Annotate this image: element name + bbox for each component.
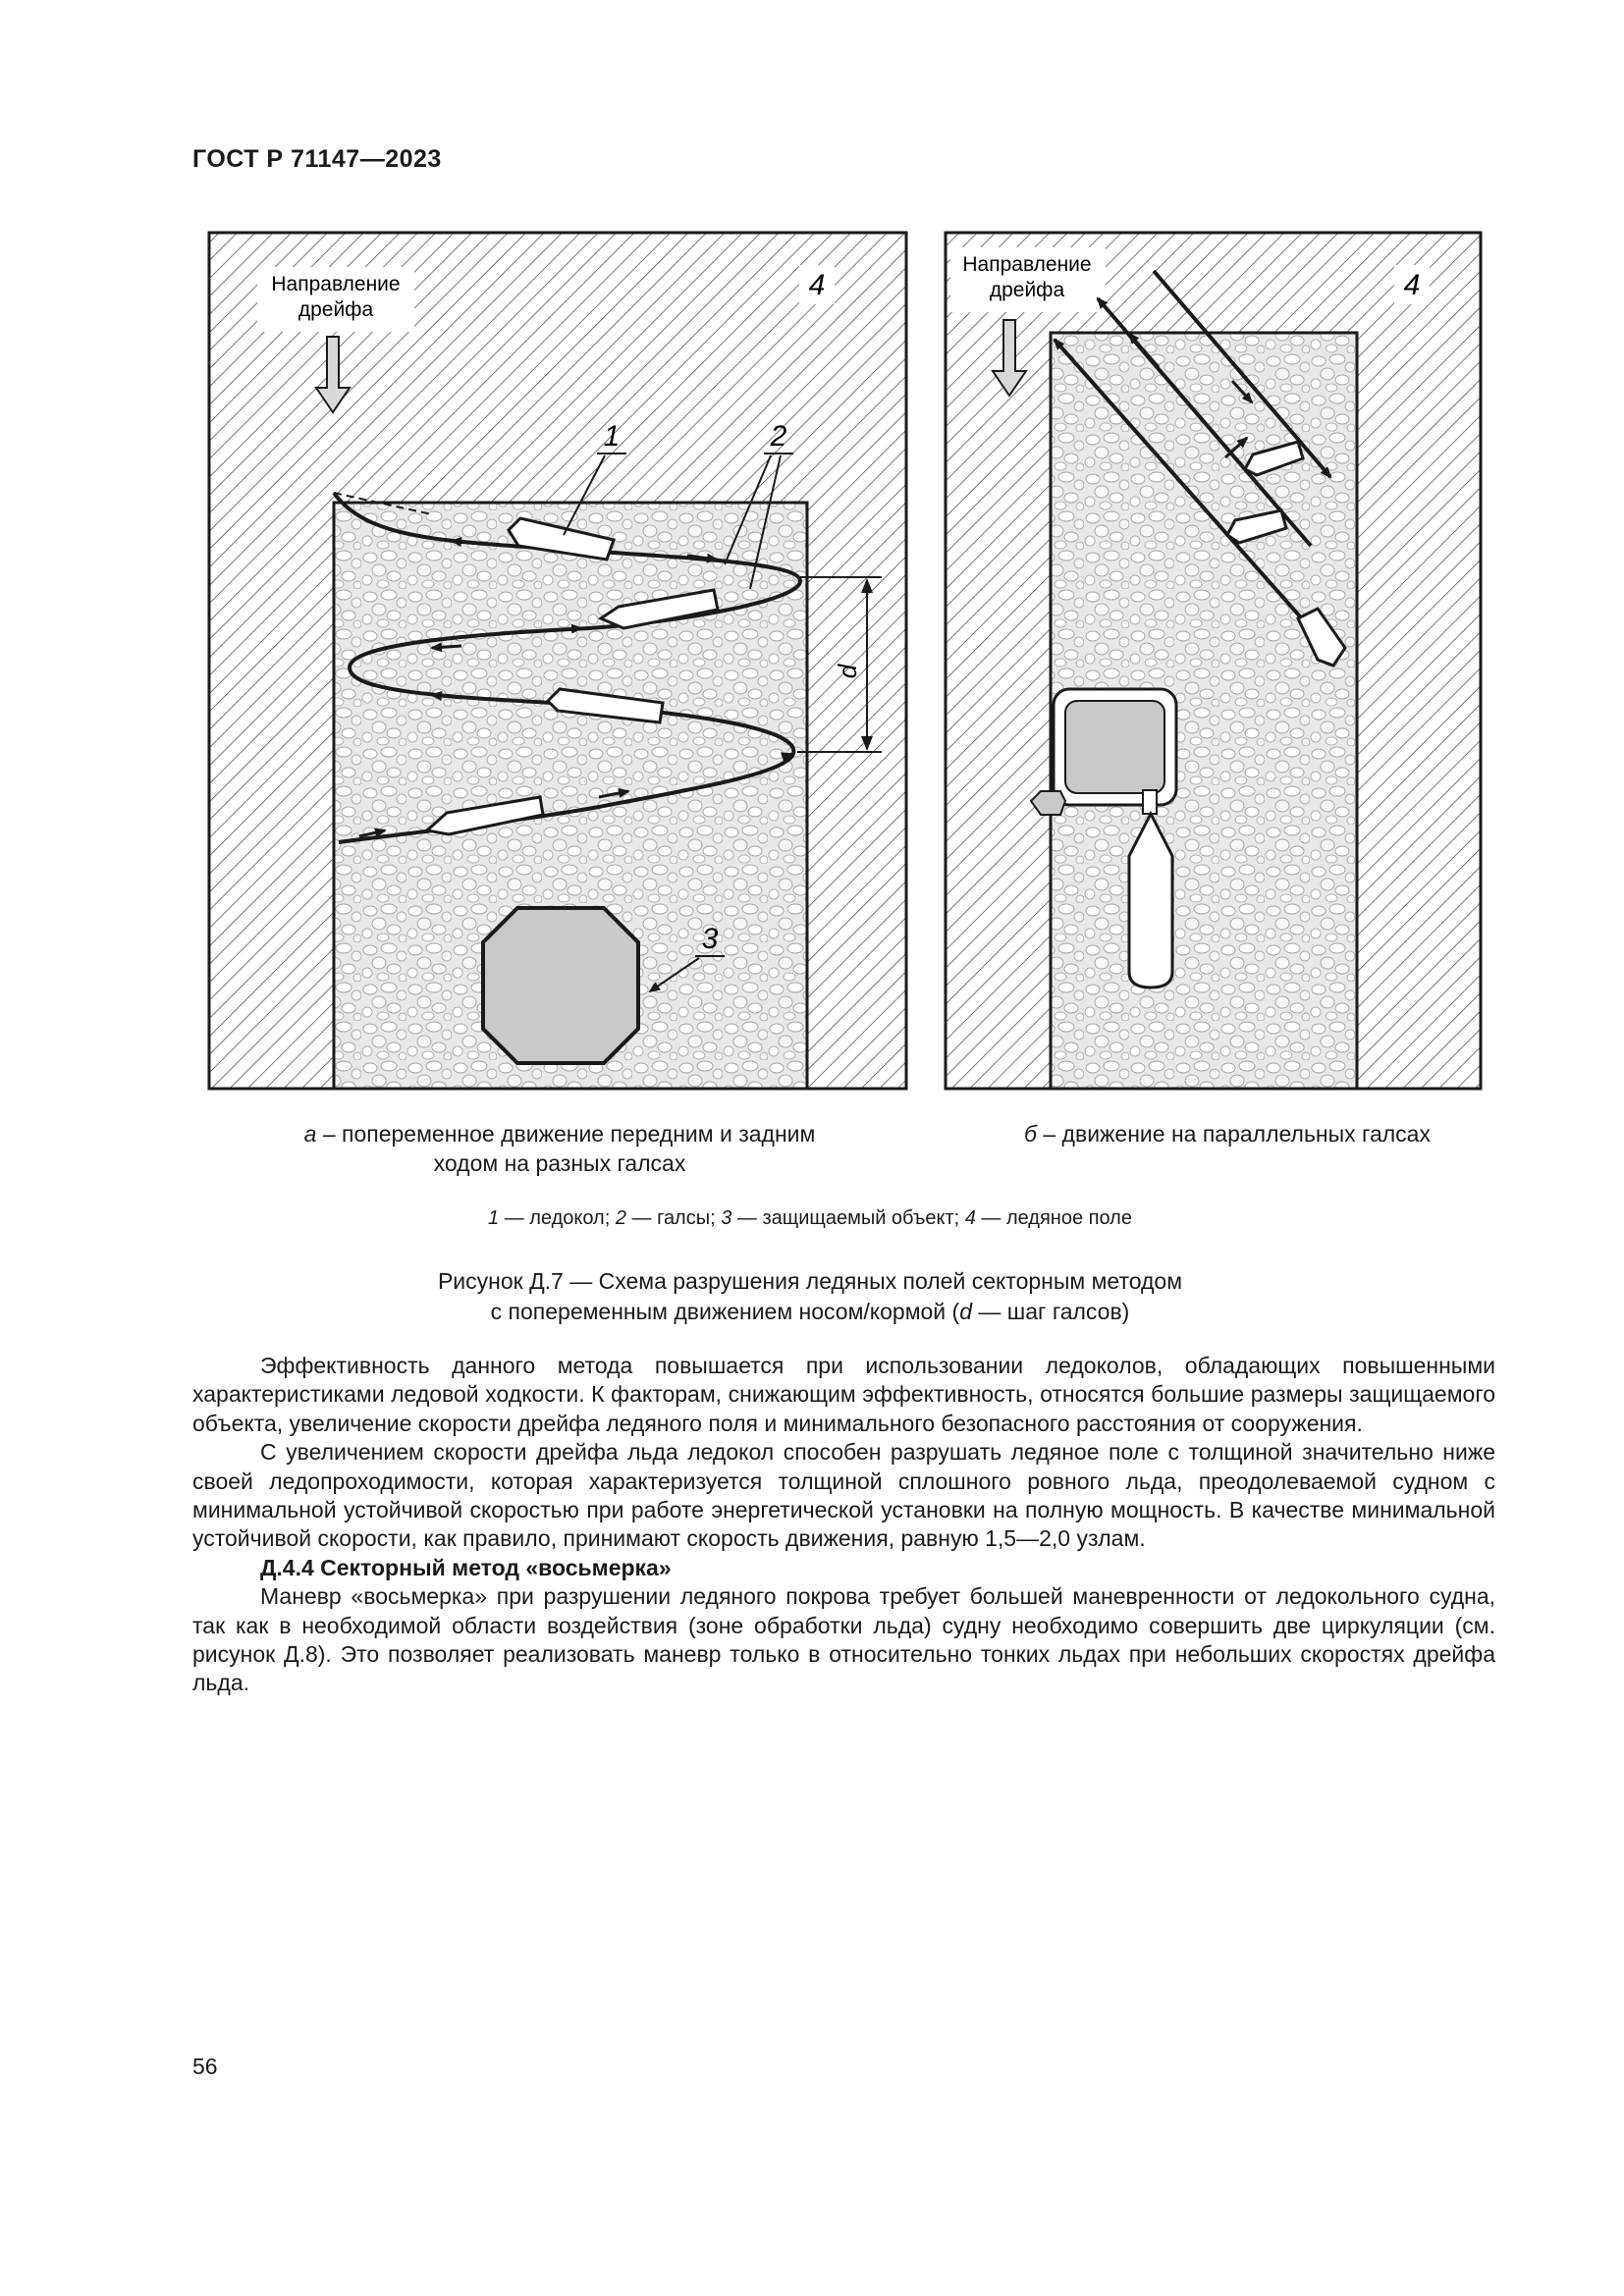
panel-b <box>946 233 1481 1089</box>
figure-d7 <box>0 0 1624 1119</box>
panel-a-caption-letter: а <box>303 1121 317 1147</box>
paragraph-1: Эффективность данного метода повышается при использовании ледоколов, обладающих повышенными характеристиками ледовой ходкости. К факторам, снижающим эффективность, относятся большие размеры защищаемого объекта, увеличение скорости дрейфа ледяного поля и минимального безопасного расстояния от сооружения. <box>192 1353 1495 1436</box>
panel-b-caption-letter: б <box>1024 1121 1037 1147</box>
figure-caption-line2 <box>295 1297 1326 1327</box>
figure-caption-line2-d: d <box>959 1299 973 1324</box>
figure-legend <box>295 1207 1326 1230</box>
figure-caption <box>295 1266 1326 1327</box>
paragraph-2: С увеличением скорости дрейфа льда ледокол способен разрушать ледяное поле с толщиной значительно ниже своей ледопроходимости, которая характеризуется толщиной сплошного ровного льда, преодолеваемой судном с минимальной устойчивой скоростью при работе энергетической установки на полную мощность. В качестве минимальной устойчивой скорости, как правило, принимают скорость движения, равную 1,5—2,0 узлам. <box>192 1439 1495 1552</box>
legend-text-3: — защищаемый объект; <box>731 1207 965 1229</box>
panel-b-caption <box>943 1119 1512 1148</box>
panel-a-label-3: 3 <box>701 923 719 955</box>
panel-a-track-arrow-7 <box>432 646 461 648</box>
panel-a-caption-line1: – попеременное движение передним и задним <box>316 1121 816 1147</box>
panel-a-track-arrow-3 <box>785 754 791 756</box>
legend-num-1: 1 <box>488 1207 500 1229</box>
panel-a-drift-label-line2: дрейфа <box>298 298 374 321</box>
panel-a-drift-label-line1: Направление <box>271 273 401 295</box>
legend-num-4: 4 <box>964 1207 976 1229</box>
panel-a <box>209 233 906 1089</box>
figure-caption-line2-post: — шаг галсов) <box>972 1299 1130 1324</box>
panel-a-track-arrow-5 <box>550 628 581 630</box>
figure-caption-line1: Рисунок Д.7 — Схема разрушения ледяных полей секторным методом <box>437 1268 1183 1294</box>
panel-a-label-4: 4 <box>808 269 826 301</box>
panel-a-caption <box>245 1119 874 1178</box>
panel-a-label-d: d <box>833 664 862 679</box>
panel-b-drift-label-line2: дрейфа <box>989 279 1065 301</box>
page-number: 56 <box>192 2054 218 2079</box>
panel-b-protected-object <box>1065 701 1164 793</box>
section-heading: Д.4.4 Секторный метод «восьмерка» <box>260 1554 672 1580</box>
document-code: ГОСТ Р 71147—2023 <box>192 145 442 173</box>
panel-a-caption-line2: ходом на разных галсах <box>433 1150 686 1176</box>
panel-b-tug-connector <box>1143 790 1157 814</box>
panel-a-label-1: 1 <box>603 420 621 453</box>
figure-d7-drawing <box>0 0 1624 1119</box>
legend-text-4: — ледяное поле <box>975 1207 1132 1229</box>
legend-text-1: — ледокол; <box>499 1207 616 1229</box>
paragraph-3: Маневр «восьмерка» при разрушении ледяного покрова требует большей маневренности от ледокольного судна, так как в необходимой области воздействия (зоне обработки льда) судну необходимо совершить две циркуляции (см. рисунок Д.8). Это позволяет реализовать маневр только в относительно тонких льдах при небольших скоростях дрейфа льда. <box>192 1583 1495 1696</box>
panel-b-drift-label-line1: Направление <box>962 253 1092 276</box>
legend-num-3: 3 <box>721 1207 732 1229</box>
legend-text-2: — галсы; <box>625 1207 722 1229</box>
panel-b-label-4: 4 <box>1403 269 1421 301</box>
figure-caption-line2-pre: с попеременным движением носом/кормой ( <box>490 1299 960 1324</box>
panel-b-caption-text: – движение на параллельных галсах <box>1036 1121 1431 1147</box>
panel-a-label-2: 2 <box>770 420 787 453</box>
legend-num-2: 2 <box>615 1207 626 1229</box>
body-text <box>192 1352 1495 1698</box>
panel-a-protected-object-3 <box>483 908 638 1063</box>
